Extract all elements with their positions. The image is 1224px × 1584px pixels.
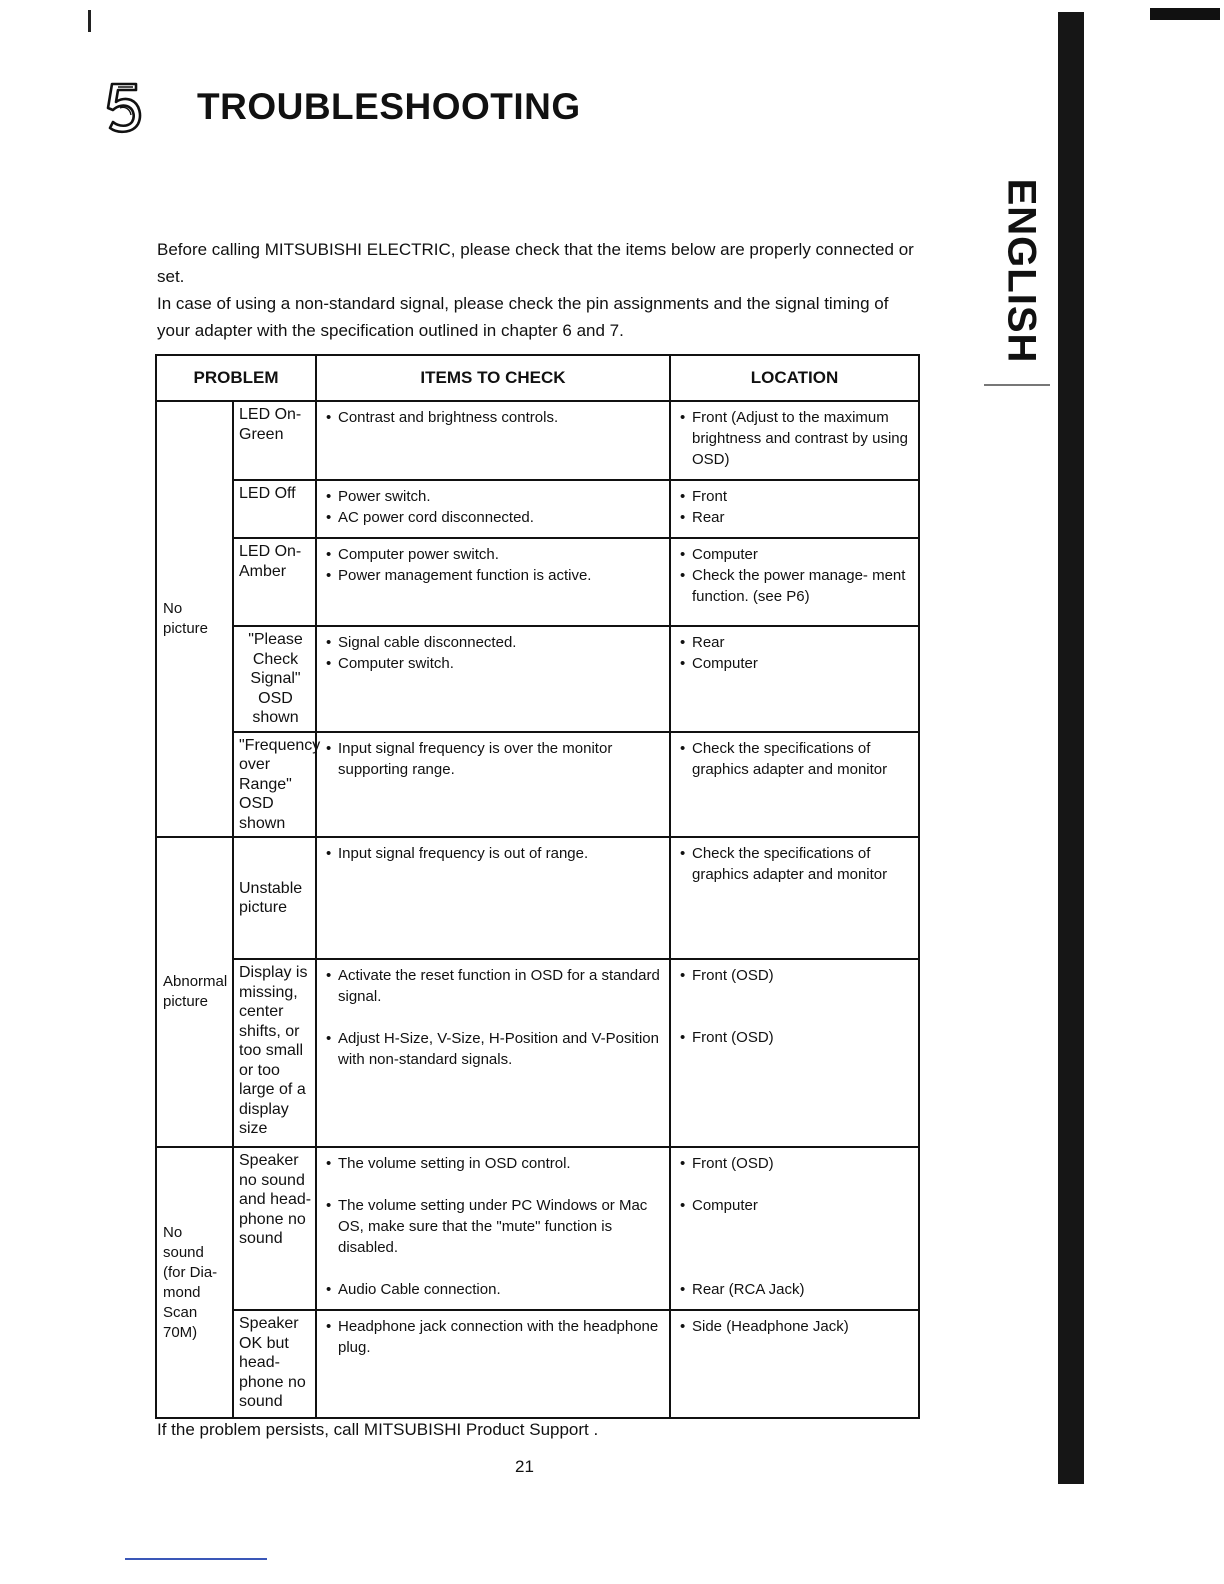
location-item: • Check the power manage- ment function. (see P6): [678, 565, 913, 607]
table-row: [156, 837, 919, 959]
table-row: [156, 538, 919, 626]
footer-note: If the problem persists, call MITSUBISHI Product Support .: [157, 1420, 599, 1439]
category-cell: No picture: [156, 401, 233, 837]
check-item: • Input signal frequency is out of range.: [324, 843, 664, 864]
table-row: [156, 732, 919, 838]
table-row: [156, 959, 919, 1147]
symptom-cell: Speaker OK but head- phone no sound: [233, 1310, 316, 1418]
location-item: • Side (Headphone Jack): [678, 1316, 913, 1337]
items-cell: [316, 538, 670, 626]
items-cell: [316, 480, 670, 538]
table-row: [156, 1147, 919, 1310]
location-cell: [670, 959, 919, 1147]
intro-paragraph-1: Before calling MITSUBISHI ELECTRIC, please check that the items below are properly connected or set.: [157, 240, 914, 286]
check-item: • Computer switch.: [324, 653, 664, 674]
language-label: ENGLISH: [999, 178, 1044, 364]
items-cell: [316, 1147, 670, 1310]
items-cell: [316, 732, 670, 838]
location-item: • Rear (RCA Jack): [678, 1279, 913, 1300]
symptom-cell: LED On- Green: [233, 401, 316, 480]
location-item: • Check the specifications of graphics adapter and monitor: [678, 843, 913, 885]
location-item: • Computer: [678, 1195, 913, 1216]
items-cell: [316, 626, 670, 732]
items-cell: [316, 1310, 670, 1418]
table-row: [156, 626, 919, 732]
check-item: • The volume setting in OSD control.: [324, 1153, 664, 1174]
location-item: • Rear: [678, 507, 913, 528]
items-cell: [316, 959, 670, 1147]
table-header-row: [156, 355, 919, 401]
location-item: • Front (Adjust to the maximum brightness and contrast by using OSD): [678, 407, 913, 470]
scan-margin-mark: [88, 10, 91, 32]
chapter-number-icon: [98, 78, 150, 138]
header-items-to-check: ITEMS TO CHECK: [316, 355, 670, 401]
bottom-rule: [125, 1558, 267, 1560]
location-item: • Computer: [678, 653, 913, 674]
location-item: • Front (OSD): [678, 1027, 913, 1048]
location-item: • Front (OSD): [678, 1153, 913, 1174]
location-item: • Rear: [678, 632, 913, 653]
location-cell: [670, 401, 919, 480]
symptom-cell: LED On- Amber: [233, 538, 316, 626]
location-cell: [670, 837, 919, 959]
check-item: • Adjust H-Size, V-Size, H-Position and V-Position with non-standard signals.: [324, 1028, 664, 1070]
symptom-cell: "Please Check Signal" OSD shown: [233, 626, 316, 732]
table-row: [156, 1310, 919, 1418]
table-row: [156, 480, 919, 538]
items-cell: [316, 837, 670, 959]
location-cell: [670, 1147, 919, 1310]
page-edge-bar: [1058, 12, 1084, 1484]
category-cell: No sound (for Dia- mond Scan 70M): [156, 1147, 233, 1418]
check-item: • Power switch.: [324, 486, 664, 507]
location-cell: [670, 1310, 919, 1418]
location-cell: [670, 480, 919, 538]
corner-mark: [1150, 8, 1220, 20]
symptom-cell: Display is missing, center shifts, or too small or too large of a display size: [233, 959, 316, 1147]
header-problem: PROBLEM: [156, 355, 316, 401]
symptom-cell: Speaker no sound and head- phone no sound: [233, 1147, 316, 1310]
header-location: LOCATION: [670, 355, 919, 401]
intro-text: [157, 236, 917, 344]
location-cell: [670, 538, 919, 626]
check-item: • Input signal frequency is over the monitor supporting range.: [324, 738, 664, 780]
items-cell: [316, 401, 670, 480]
location-cell: [670, 732, 919, 838]
symptom-cell: "Frequency over Range" OSD shown: [233, 732, 316, 838]
page-title: TROUBLESHOOTING: [197, 86, 581, 127]
intro-paragraph-2: In case of using a non-standard signal, please check the pin assignments and the signal timing of your adapter with the specification outlined in chapter 6 and 7.: [157, 294, 889, 340]
page-number: 21: [515, 1457, 534, 1476]
check-item: • Audio Cable connection.: [324, 1279, 664, 1300]
symptom-cell: LED Off: [233, 480, 316, 538]
symptom-cell: Unstable picture: [233, 837, 316, 959]
troubleshooting-table: [155, 354, 920, 1419]
check-item: • AC power cord disconnected.: [324, 507, 664, 528]
check-item: • The volume setting under PC Windows or Mac OS, make sure that the "mute" function is disabled.: [324, 1195, 664, 1258]
location-cell: [670, 626, 919, 732]
check-item: • Activate the reset function in OSD for a standard signal.: [324, 965, 664, 1007]
table-row: [156, 401, 919, 480]
category-cell: Abnormal picture: [156, 837, 233, 1147]
check-item: • Power management function is active.: [324, 565, 664, 586]
check-item: • Signal cable disconnected.: [324, 632, 664, 653]
language-tab-underline: [984, 384, 1050, 386]
location-item: • Check the specifications of graphics adapter and monitor: [678, 738, 913, 780]
location-item: • Front: [678, 486, 913, 507]
location-item: • Computer: [678, 544, 913, 565]
language-tab: [990, 178, 1052, 364]
location-item: • Front (OSD): [678, 965, 913, 986]
check-item: • Contrast and brightness controls.: [324, 407, 664, 428]
check-item: • Computer power switch.: [324, 544, 664, 565]
check-item: • Headphone jack connection with the headphone plug.: [324, 1316, 664, 1358]
